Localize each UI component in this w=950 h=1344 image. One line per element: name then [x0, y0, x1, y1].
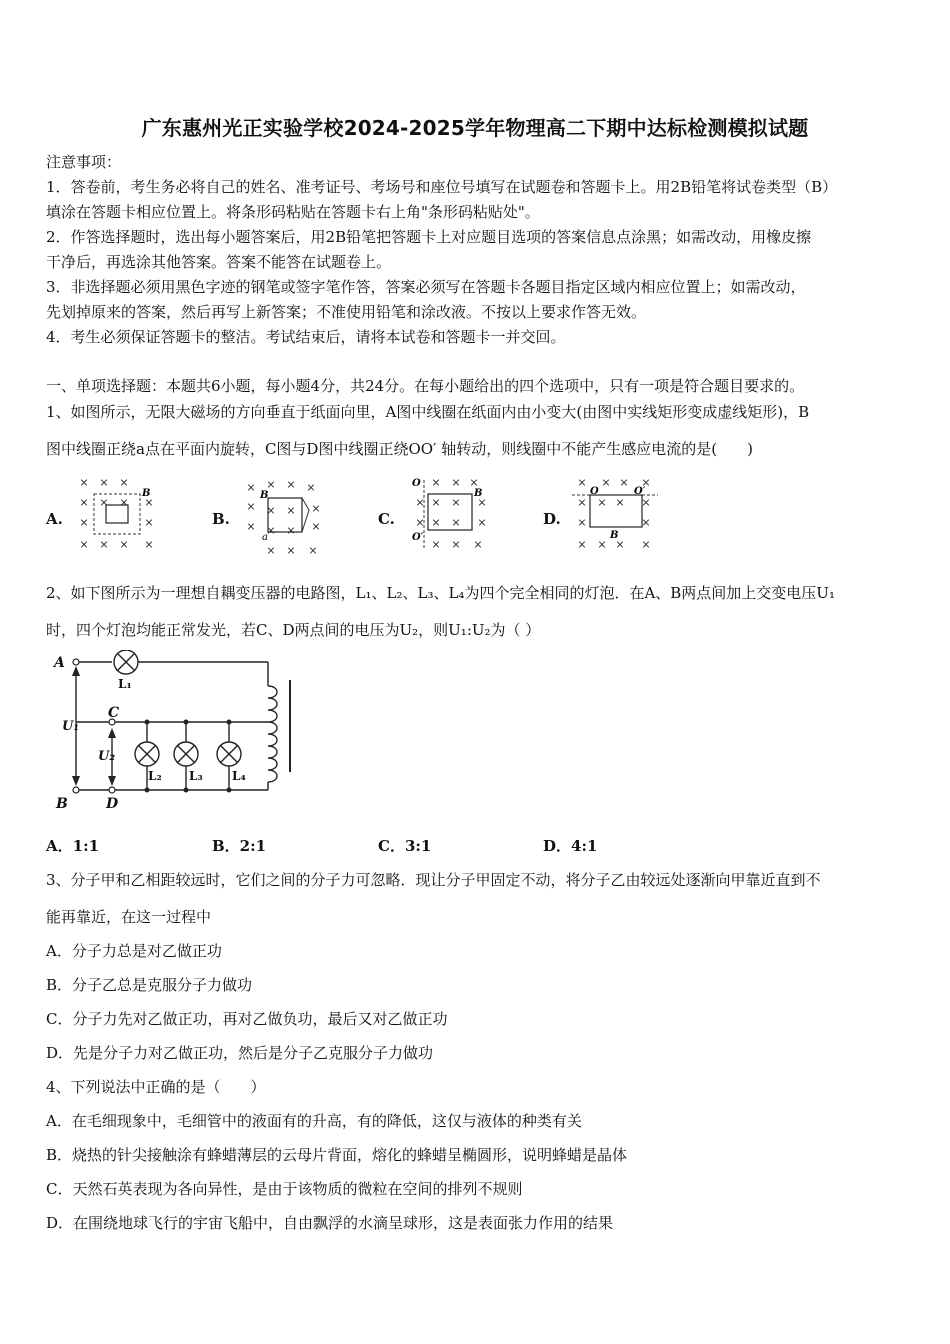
svg-text:×: ×	[266, 478, 276, 491]
q1-figure-c	[406, 474, 490, 554]
q2-label-u1: U₁	[62, 719, 80, 734]
svg-text:×: ×	[246, 500, 256, 513]
svg-text:×: ×	[641, 476, 651, 489]
svg-text:×: ×	[144, 496, 154, 509]
q3-option-d: D．先是分子力对乙做正功，然后是分子乙克服分子力做功	[46, 1044, 434, 1062]
svg-text:×: ×	[144, 516, 154, 529]
q1-fig-b-label-a: a	[262, 532, 268, 543]
svg-text:×: ×	[286, 524, 296, 537]
q3-option-c: C．分子力先对乙做正功，再对乙做负功，最后又对乙做正功	[46, 1010, 448, 1028]
svg-text:×: ×	[597, 496, 607, 509]
svg-text:×: ×	[415, 496, 425, 509]
q3-stem-line2: 能再靠近，在这一过程中	[46, 908, 212, 926]
q1-fig-c-label-o: O	[412, 478, 421, 489]
svg-text:×: ×	[451, 538, 461, 551]
svg-text:×: ×	[266, 504, 276, 517]
notice-line: 干净后，再选涂其他答案。答案不能答在试题卷上。	[46, 253, 392, 271]
section-heading: 一、单项选择题：本题共6小题，每小题4分，共24分。在每小题给出的四个选项中，只有一项是符合题目要求的。	[46, 377, 805, 395]
q4-option-a: A．在毛细现象中，毛细管中的液面有的升高，有的降低，这仅与液体的种类有关	[46, 1112, 582, 1130]
svg-text:×: ×	[99, 476, 109, 489]
svg-text:×: ×	[473, 538, 483, 551]
svg-text:×: ×	[477, 496, 487, 509]
q2-node-a: A	[54, 655, 65, 671]
q2-lamp-l4: L₄	[232, 769, 246, 783]
svg-text:×: ×	[79, 476, 89, 489]
q2-option-b: B．2:1	[212, 837, 267, 855]
svg-text:×: ×	[577, 516, 587, 529]
q1-figure-d	[570, 474, 660, 554]
svg-text:×: ×	[266, 544, 276, 557]
svg-text:×: ×	[246, 481, 256, 494]
svg-text:×: ×	[451, 496, 461, 509]
q1-fig-b-label-b: B	[260, 490, 269, 501]
q1-option-c-label: C.	[378, 510, 395, 528]
svg-text:×: ×	[79, 538, 89, 551]
svg-text:×: ×	[431, 496, 441, 509]
q3-option-b: B．分子乙总是克服分子力做功	[46, 976, 253, 994]
notice-line: 填涂在答题卡相应位置上。将条形码粘贴在答题卡右上角"条形码粘贴处"。	[46, 203, 540, 221]
q1-option-b-label: B.	[212, 510, 230, 528]
svg-text:×: ×	[286, 544, 296, 557]
q1-figure-b	[243, 476, 328, 560]
q1-figure-a	[76, 474, 158, 558]
svg-text:×: ×	[431, 516, 441, 529]
svg-text:×: ×	[99, 496, 109, 509]
notice-line: 先划掉原来的答案，然后再写上新答案；不准使用铅笔和涂改液。不按以上要求作答无效。	[46, 303, 647, 321]
q1-stem-line1: 1、如图所示，无限大磁场的方向垂直于纸面向里，A图中线圈在纸面内由小变大(由图中实线矩形变成虚线矩形)，B	[46, 403, 810, 421]
svg-text:×: ×	[615, 496, 625, 509]
q1-stem-line2: 图中线圈正绕a点在平面内旋转，C图与D图中线圈正绕OO′ 轴转动，则线圈中不能产生感应电流的是( )	[46, 440, 753, 458]
svg-text:×: ×	[79, 516, 89, 529]
svg-text:×: ×	[451, 516, 461, 529]
svg-text:×: ×	[266, 524, 276, 537]
svg-text:×: ×	[577, 476, 587, 489]
svg-text:×: ×	[641, 516, 651, 529]
svg-text:×: ×	[311, 520, 321, 533]
svg-text:×: ×	[415, 516, 425, 529]
q3-option-a: A．分子力总是对乙做正功	[46, 942, 222, 960]
svg-text:×: ×	[119, 538, 129, 551]
q4-option-c: C．天然石英表现为各向异性，是由于该物质的微粒在空间的排列不规则	[46, 1180, 523, 1198]
svg-text:×: ×	[597, 538, 607, 551]
notice-heading: 注意事项：	[46, 153, 122, 171]
svg-text:×: ×	[641, 496, 651, 509]
svg-text:×: ×	[119, 496, 129, 509]
svg-text:×: ×	[79, 496, 89, 509]
notice-line: 3．非选择题必须用黑色字迹的钢笔或签字笔作答，答案必须写在答题卡各题目指定区域内相应位置上；如需改动，	[46, 278, 806, 296]
svg-text:×: ×	[615, 538, 625, 551]
q4-option-d: D．在围绕地球飞行的宇宙飞船中，自由飘浮的水滴呈球形，这是表面张力作用的结果	[46, 1214, 614, 1232]
q3-stem-line1: 3、分子甲和乙相距较远时，它们之间的分子力可忽略．现让分子甲固定不动，将分子乙由较远处逐渐向甲靠近直到不	[46, 871, 821, 889]
q1-fig-a-label-b: B	[142, 488, 151, 499]
page-title: 广东惠州光正实验学校2024-2025学年物理高二下期中达标检测模拟试题	[141, 116, 809, 140]
q2-node-d: D	[106, 796, 119, 812]
q1-fig-c-label-b: B	[474, 488, 483, 499]
svg-text:×: ×	[99, 538, 109, 551]
q2-option-d: D．4:1	[543, 837, 598, 855]
q2-stem-line2: 时，四个灯泡均能正常发光，若C、D两点间的电压为U₂，则U₁:U₂为（ ）	[46, 621, 541, 639]
svg-text:×: ×	[431, 538, 441, 551]
svg-text:×: ×	[431, 476, 441, 489]
q2-label-u2: U₂	[98, 749, 116, 764]
notice-line: 2．作答选择题时，选出每小题答案后，用2B铅笔把答题卡上对应题目选项的答案信息点涂黑；如需改动，用橡皮擦	[46, 228, 812, 246]
q2-node-c: C	[108, 705, 120, 721]
svg-text:×: ×	[577, 538, 587, 551]
q2-lamp-l3: L₃	[189, 769, 203, 783]
svg-text:×: ×	[577, 496, 587, 509]
q2-option-c: C．3:1	[378, 837, 432, 855]
q1-fig-d-label-b: B	[610, 530, 619, 541]
svg-text:×: ×	[144, 538, 154, 551]
svg-text:×: ×	[477, 516, 487, 529]
q2-circuit-diagram	[50, 650, 300, 818]
q1-fig-c-label-o-prime: O′	[412, 532, 424, 543]
svg-text:×: ×	[451, 476, 461, 489]
q1-option-a-label: A.	[46, 510, 63, 528]
svg-text:×: ×	[469, 476, 479, 489]
notice-line: 4．考生必须保证答题卡的整洁。考试结束后，请将本试卷和答题卡一并交回。	[46, 328, 566, 346]
svg-text:×: ×	[286, 504, 296, 517]
svg-text:×: ×	[601, 476, 611, 489]
svg-text:×: ×	[119, 476, 129, 489]
q4-stem: 4、下列说法中正确的是（ ）	[46, 1078, 266, 1096]
svg-text:×: ×	[641, 538, 651, 551]
q4-option-b: B．烧热的针尖接触涂有蜂蜡薄层的云母片背面，熔化的蜂蜡呈椭圆形，说明蜂蜡是晶体	[46, 1146, 628, 1164]
q2-stem-line1: 2、如下图所示为一理想自耦变压器的电路图，L₁、L₂、L₃、L₄为四个完全相同的灯泡．在A、B两点间加上交变电压U₁	[46, 584, 835, 602]
svg-text:×: ×	[619, 476, 629, 489]
notice-line: 1．答卷前，考生务必将自己的姓名、准考证号、考场号和座位号填写在试题卷和答题卡上。用2B铅笔将试卷类型（B）	[46, 178, 838, 196]
q2-lamp-l2: L₂	[148, 769, 162, 783]
q2-option-a: A．1:1	[46, 837, 100, 855]
q1-fig-d-label-o: O	[590, 486, 599, 497]
q2-lamp-l1: L₁	[118, 677, 132, 691]
svg-text:×: ×	[306, 481, 316, 494]
svg-text:×: ×	[308, 544, 318, 557]
q1-fig-d-label-o-prime: O′	[634, 486, 646, 497]
svg-text:×: ×	[246, 520, 256, 533]
q1-option-d-label: D.	[543, 510, 561, 528]
svg-text:×: ×	[286, 478, 296, 491]
q2-node-b: B	[56, 796, 68, 812]
svg-text:×: ×	[311, 502, 321, 515]
